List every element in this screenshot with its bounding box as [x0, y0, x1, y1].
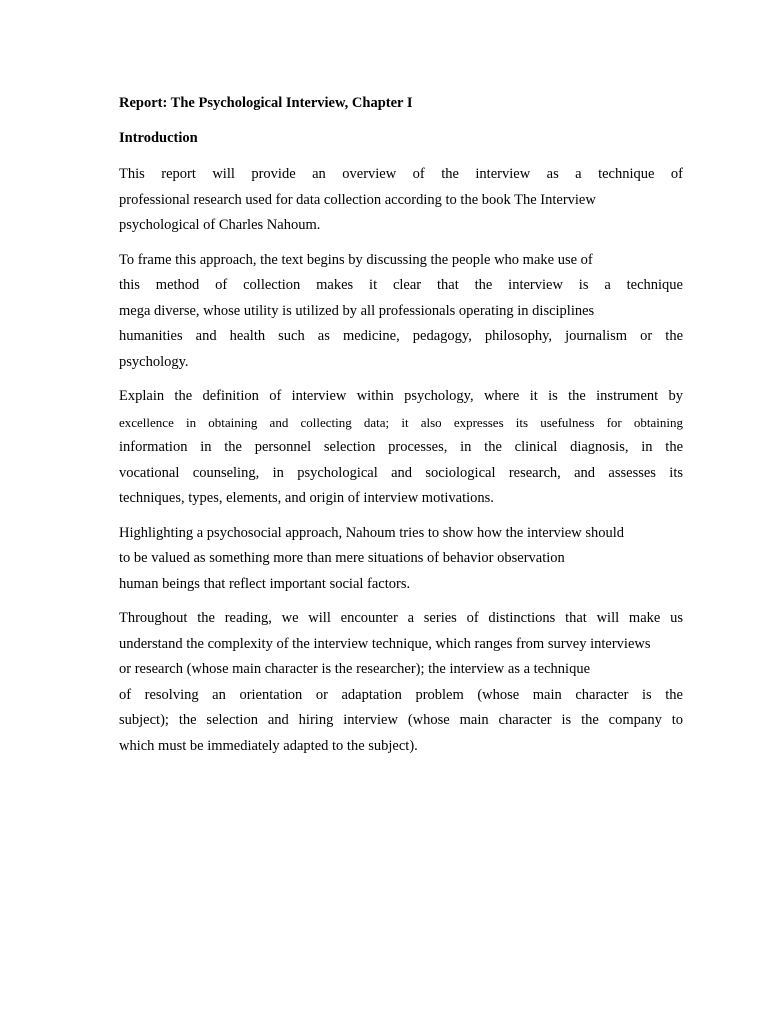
paragraph-line: humanities and health such as medicine, pedagogy, philosophy, journalism or the — [119, 328, 683, 344]
paragraph-line: Explain the definition of interview within psychology, where it is the instrument by — [119, 388, 683, 404]
paragraph-1 — [119, 162, 683, 239]
paragraph-line: to be valued as something more than mere situations of behavior observation — [119, 550, 565, 566]
document-body — [119, 92, 683, 768]
paragraph-line: psychological of Charles Nahoum. — [119, 217, 321, 233]
paragraph-5 — [119, 606, 683, 759]
paragraph-line: this method of collection makes it clear that the interview is a technique — [119, 277, 683, 293]
paragraph-line: This report will provide an overview of the interview as a technique of — [119, 166, 683, 182]
paragraph-line: psychology. — [119, 353, 189, 370]
paragraph-line: excellence in obtaining and collecting data; it also expresses its usefulness for obtaining — [119, 414, 683, 430]
paragraph-line: of resolving an orientation or adaptation problem (whose main character is the — [119, 686, 683, 703]
paragraph-line: information in the personnel selection processes, in the clinical diagnosis, in the — [119, 439, 683, 455]
paragraph-line: techniques, types, elements, and origin of interview motivations. — [119, 490, 494, 506]
paragraph-line: or research (whose main character is the researcher); the interview as a technique — [119, 661, 591, 677]
paragraph-line: Throughout the reading, we will encounter a series of distinctions that will make us — [119, 610, 683, 626]
paragraph-line: mega diverse, whose utility is utilized by all professionals operating in disciplines — [119, 302, 595, 319]
paragraph-line: human beings that reflect important social factors. — [119, 575, 411, 592]
paragraph-line: Highlighting a psychosocial approach, Nahoum tries to show how the interview should — [119, 524, 624, 541]
paragraph-line: To frame this approach, the text begins by discussing the people who make use of — [119, 251, 593, 268]
paragraph-line: vocational counseling, in psychological and sociological research, and assesses its — [119, 464, 683, 481]
paragraph-line: which must be immediately adapted to the subject). — [119, 737, 418, 754]
section-heading: Introduction — [119, 130, 198, 146]
paragraph-3 — [119, 384, 683, 512]
report-title: Report: The Psychological Interview, Chapter I — [119, 95, 413, 111]
paragraph-line: understand the complexity of the interview technique, which ranges from survey interviews — [119, 635, 651, 652]
paragraph-line: subject); the selection and hiring interview (whose main character is the company to — [119, 712, 683, 728]
paragraph-4 — [119, 521, 683, 598]
paragraph-2 — [119, 248, 683, 376]
paragraph-line: professional research used for data collection according to the book The Interview — [119, 191, 596, 208]
